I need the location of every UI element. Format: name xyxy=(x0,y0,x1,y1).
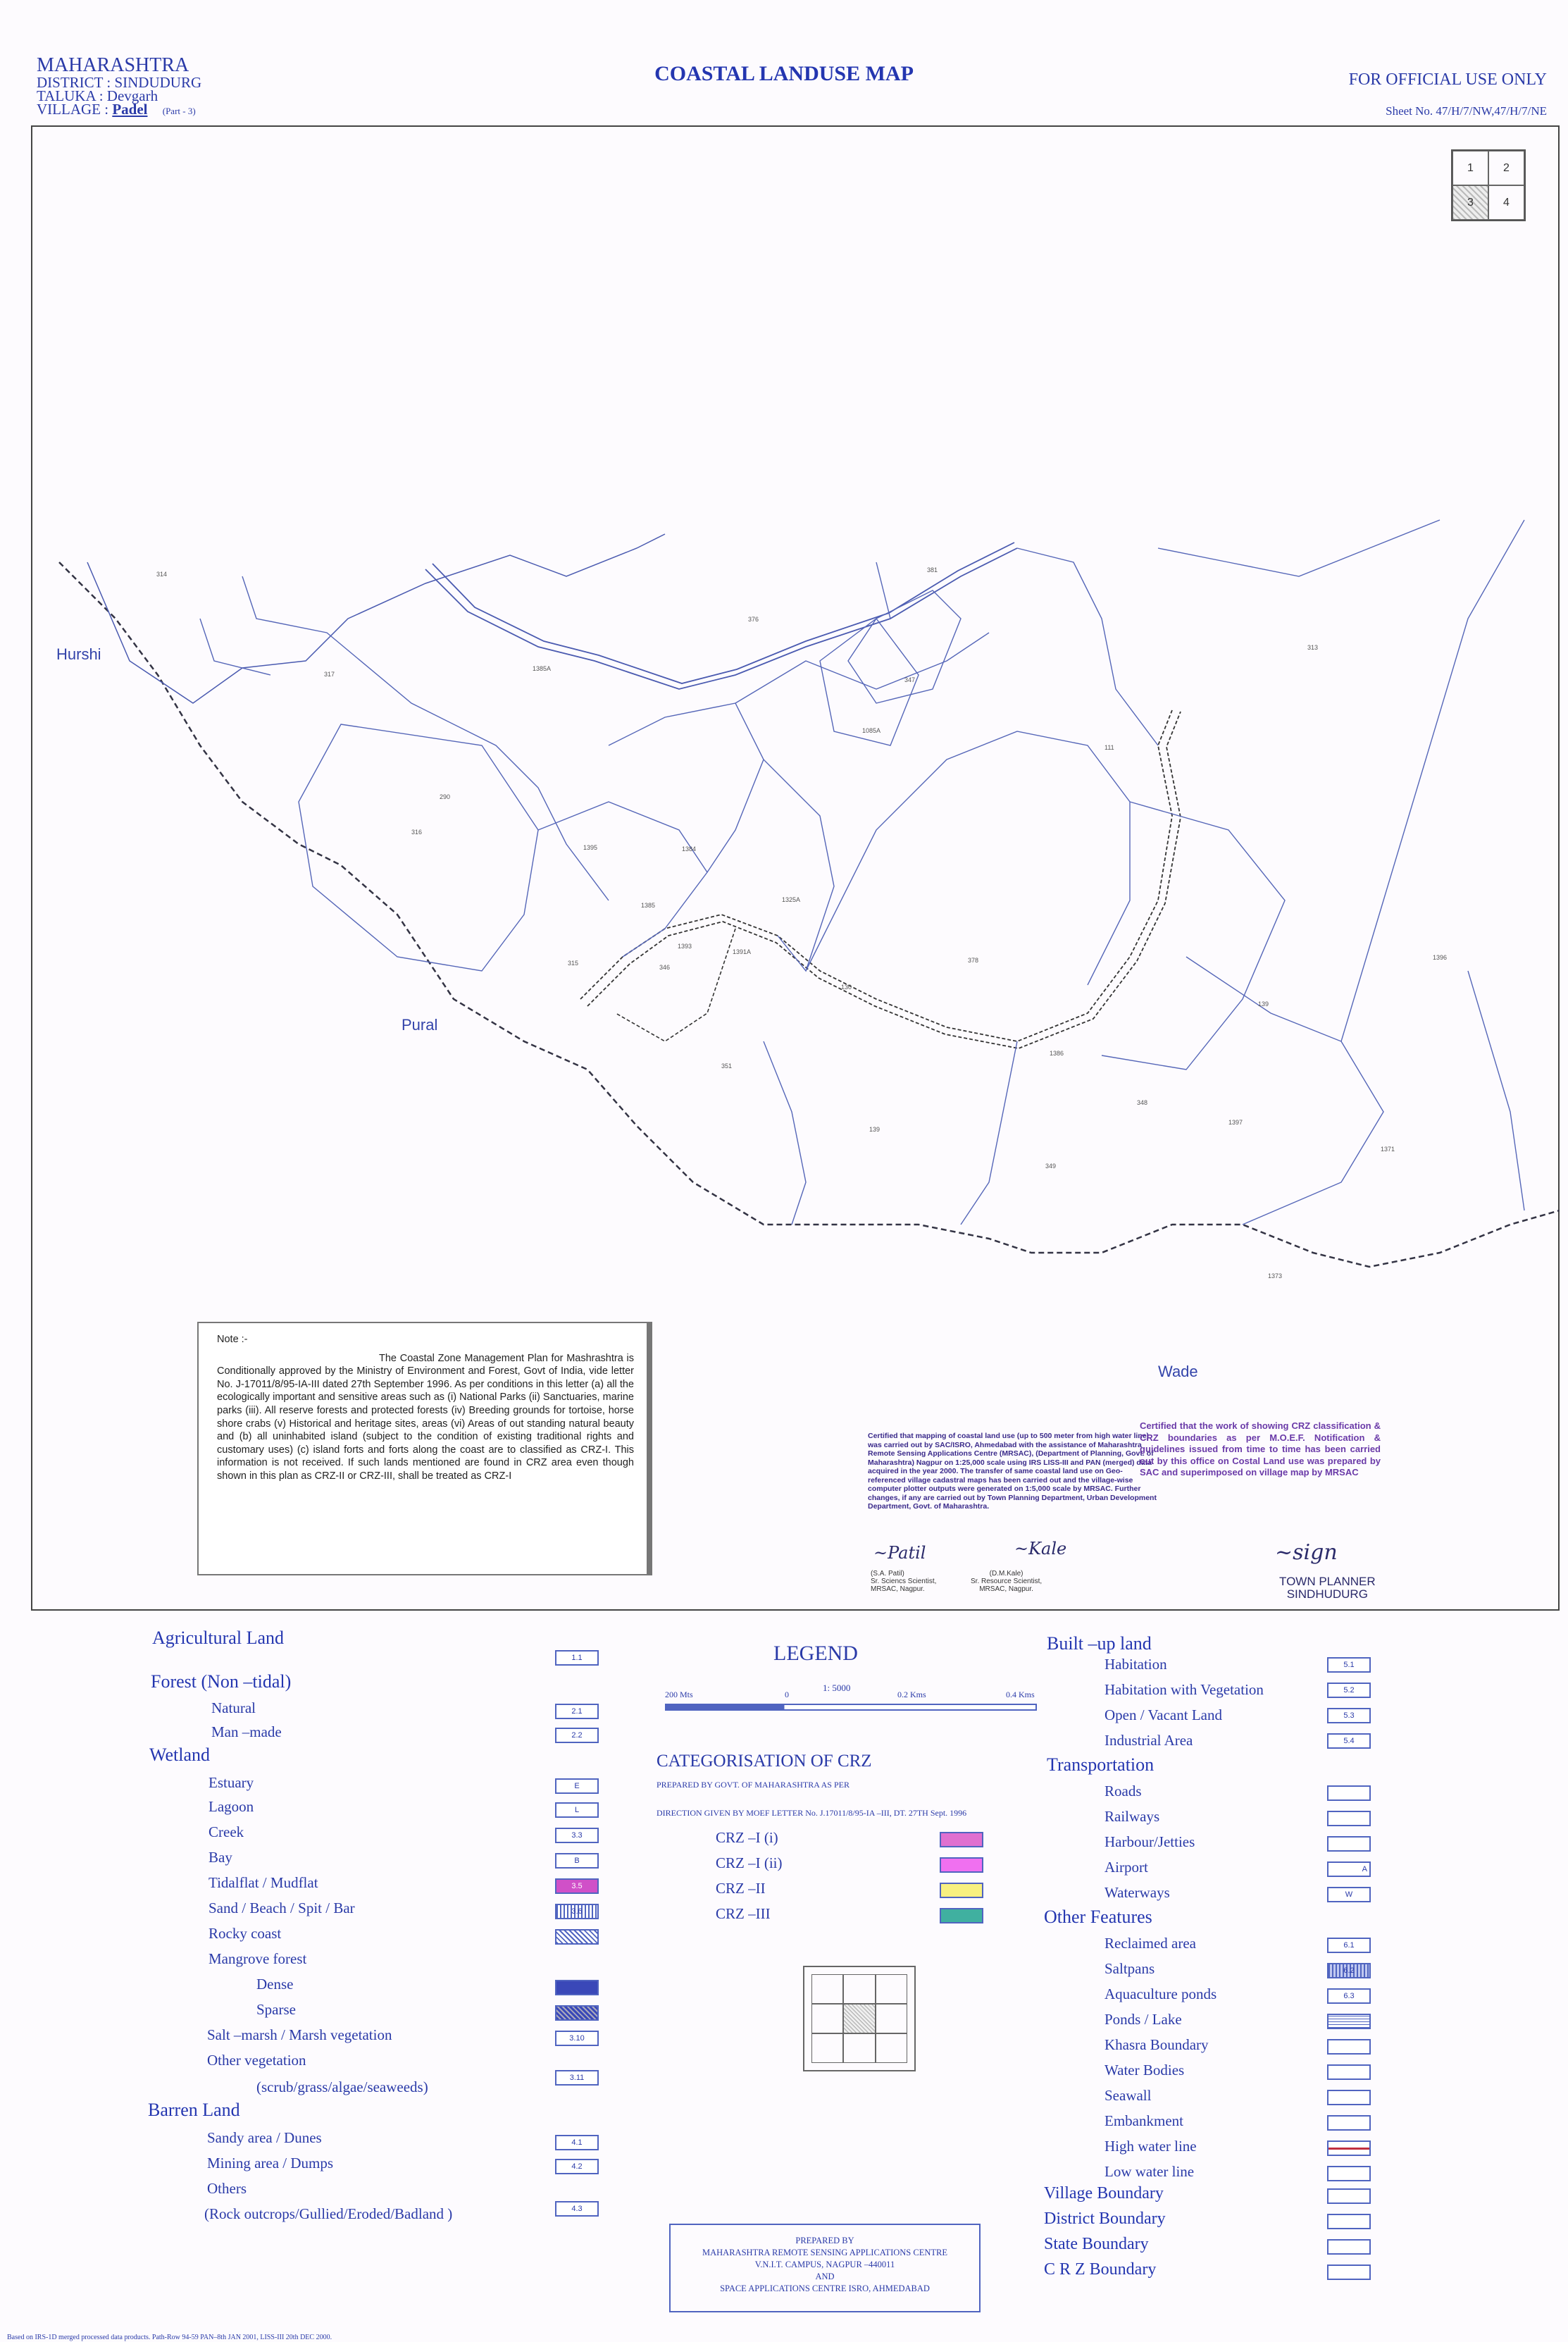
index-cell: 1 xyxy=(1452,151,1488,185)
parcel-number: 1393 xyxy=(678,943,692,950)
parcel-number: 317 xyxy=(324,671,335,678)
crz-i-ii-swatch xyxy=(940,1857,983,1873)
legend-symbol-harbour xyxy=(1327,1836,1371,1852)
mapping-certificate xyxy=(868,1432,1158,1511)
prepared-line: SPACE APPLICATIONS CENTRE ISRO, AHMEDABAD xyxy=(720,2284,930,2293)
legend-estuary: Estuary xyxy=(209,1774,254,1791)
crz-line1: PREPARED BY GOVT. OF MAHARASHTRA AS PER xyxy=(657,1780,850,1790)
legend-wetland: Wetland xyxy=(149,1745,210,1765)
legend-creek: Creek xyxy=(209,1823,244,1840)
data-source-footer: Based on IRS-1D merged processed data products. Path-Row 94-59 PAN–8th JAN 2001, LISS-III 20th DEC 2000. xyxy=(7,2334,332,2341)
legend-habitation: Habitation xyxy=(1105,1656,1167,1673)
legend-mangrove-dense: Dense xyxy=(256,1976,294,1993)
legend-other-features: Other Features xyxy=(1044,1907,1152,1927)
legend-symbol-crz-boundary xyxy=(1327,2264,1371,2280)
legend-habitation-veg: Habitation with Vegetation xyxy=(1105,1681,1264,1698)
legend-title: LEGEND xyxy=(773,1642,858,1665)
crz-certificate xyxy=(1140,1420,1381,1479)
signatory-role: Sr. Resource Scientist, xyxy=(971,1578,1043,1585)
parcel-number: 381 xyxy=(927,566,938,574)
state-name: MAHARASHTRA xyxy=(37,54,189,76)
parcel-number: 1391A xyxy=(733,948,752,955)
legend-builtup: Built –up land xyxy=(1047,1633,1152,1654)
legend-symbol-5-3: 5.3 xyxy=(1327,1708,1371,1723)
legend-harbour: Harbour/Jetties xyxy=(1105,1833,1195,1850)
place-label-hurshi: Hurshi xyxy=(56,645,101,663)
parcel-number: 1085A xyxy=(862,727,881,734)
parcel-numbers xyxy=(156,566,1447,1280)
legend-others: Others xyxy=(207,2180,247,2197)
index-cell-current: 3 xyxy=(1452,185,1488,220)
legend-mining: Mining area / Dumps xyxy=(207,2155,334,2171)
parcel-number: 348 xyxy=(1137,1099,1148,1106)
legend-symbol-6-1: 6.1 xyxy=(1327,1938,1371,1953)
crz-ii-label: CRZ –II xyxy=(716,1880,766,1897)
legend-symbol-state-boundary xyxy=(1327,2239,1371,2255)
legend-airport: Airport xyxy=(1105,1859,1148,1876)
signatory-2 xyxy=(971,1570,1042,1593)
legend-symbol-district-boundary xyxy=(1327,2214,1371,2229)
parcel-number: 349 xyxy=(1045,1163,1057,1170)
legend-symbol-khasra xyxy=(1327,2039,1371,2055)
signatory-place: MRSAC, Nagpur. xyxy=(871,1585,925,1593)
crz-i-ii-label: CRZ –I (ii) xyxy=(716,1854,783,1871)
certificate-text: Certified that mapping of coastal land use (up to 500 meter from high water line) was carried out by SAC/ISRO, Ahmedabad with the assistance of Maharashtra Remote Sensing Applications Centre (MRSAC), (Department of Planning, Govt. of Maharashtra) Nagpur on 1:25,000 scale using IRS LISS-III and PAN (merged) data acquired in the year 2000. The transfer of same coastal land use on Geo-referenced village cadastral maps has been carried out and the village-wise computer plotter outputs were generated on 1:5,000 scale by MRSAC. Further changes, if any are carried out by Town Planning Department, Urban Development Department, Govt. of Maharashtra. xyxy=(868,1432,1157,1511)
legend-open-land: Open / Vacant Land xyxy=(1105,1706,1222,1723)
legend-state-boundary: State Boundary xyxy=(1044,2235,1149,2253)
note-text: The Coastal Zone Management Plan for Mashrashtra is Conditionally approved by the Ministry of Environment and Forest, Govt of India, vide letter No. J-17011/8/95-IA-III dated 27th September 1996. As per conditions in this letter (a) all the ecologically important and sensitive areas such as (i) National Parks (ii) Sanctuaries, marine parks (iii). All reserve forests and protected forests (iv) Breeding grounds for tortoise, horse shore crabs (v) Historical and heritage sites, areas (vi) Areas of out standing natural beauty and (b) all uninhabited island (subject to the condition of existing traditional rights and customary uses) (c) island forts and forts along the coast are to classified as CRZ-I. This information is not received. If such lands mentioned are found in CRZ area even though shown in this plan as CRZ-II or CRZ-III, shall be treated as CRZ-I xyxy=(217,1352,634,1482)
scale-mid: 0.2 Kms xyxy=(897,1690,926,1699)
parcel-number: 139 xyxy=(1258,1000,1269,1008)
grid-cell xyxy=(811,2033,843,2063)
grid-cell xyxy=(811,2004,843,2033)
parcel-number: 111 xyxy=(1105,744,1114,751)
parcel-number: 1385A xyxy=(533,665,552,672)
legend-agricultural: Agricultural Land xyxy=(152,1628,284,1648)
grid-cell xyxy=(876,1974,907,2004)
legend-symbol-4-3: 4.3 xyxy=(555,2201,599,2217)
signatory-1 xyxy=(871,1570,936,1593)
legend-railways: Railways xyxy=(1105,1808,1160,1825)
legend-embankment: Embankment xyxy=(1105,2112,1183,2129)
legend-symbol-2-1: 2.1 xyxy=(555,1704,599,1719)
legend-symbol-dense xyxy=(555,1980,599,1995)
legend-symbol-5-2: 5.2 xyxy=(1327,1683,1371,1698)
legend-symbol-creek: 3.3 xyxy=(555,1828,599,1843)
legend-symbol-1-1: 1.1 xyxy=(555,1650,599,1666)
legend-crz-boundary: C R Z Boundary xyxy=(1044,2260,1157,2279)
town-planner-stamp xyxy=(1279,1575,1376,1601)
official-use-label: FOR OFFICIAL USE ONLY xyxy=(1348,70,1547,89)
scale-left: 200 Mts xyxy=(665,1690,693,1699)
legend-tidalflat: Tidalflat / Mudflat xyxy=(209,1874,318,1891)
parcel-number: 1396 xyxy=(1433,954,1448,961)
parcel-number: 1373 xyxy=(1268,1272,1283,1280)
legend-waterways: Waterways xyxy=(1105,1884,1170,1901)
legend-roads: Roads xyxy=(1105,1783,1142,1799)
parcel-number: 1395 xyxy=(583,844,598,851)
legend-forest: Forest (Non –tidal) xyxy=(151,1671,292,1692)
signatory-name: (D.M.Kale) xyxy=(989,1570,1023,1578)
legend-symbol-scrub: 3.11 xyxy=(555,2070,599,2086)
legend-symbol-roads xyxy=(1327,1785,1371,1801)
legend-symbol-tidalflat: 3.5 xyxy=(555,1878,599,1894)
parcel-number: 347 xyxy=(904,676,916,683)
parcel-number: 346 xyxy=(659,964,671,971)
legend-symbol-seawall xyxy=(1327,2090,1371,2105)
legend-rock-outcrops: (Rock outcrops/Gullied/Eroded/Badland ) xyxy=(204,2205,453,2222)
grid-cell xyxy=(811,1974,843,2004)
parcel-number: 316 xyxy=(411,829,423,836)
legend-symbol-village-boundary xyxy=(1327,2188,1371,2204)
legend-sandy-dunes: Sandy area / Dunes xyxy=(207,2129,322,2146)
signatory-role: Sr. Sciencs Scientist, xyxy=(871,1578,937,1585)
parcel-number: 351 xyxy=(721,1062,733,1070)
sheet-number: Sheet No. 47/H/7/NW,47/H/7/NE xyxy=(1386,104,1547,118)
legend-symbol-airport: A xyxy=(1327,1861,1371,1877)
legend-village-boundary: Village Boundary xyxy=(1044,2184,1164,2202)
legend-symbol-bay: B xyxy=(555,1853,599,1869)
legend-man-made: Man –made xyxy=(211,1723,282,1740)
adjacent-sheet-grid xyxy=(803,1966,916,2071)
village-part: (Part - 3) xyxy=(162,106,196,116)
grid-cell xyxy=(876,2004,907,2033)
crz-i-i-label: CRZ –I (i) xyxy=(716,1829,778,1846)
legend-water-bodies: Water Bodies xyxy=(1105,2062,1185,2078)
legend-aquaculture: Aquaculture ponds xyxy=(1105,1985,1217,2002)
scale-right: 0.4 Kms xyxy=(1006,1690,1035,1699)
crz-line2: DIRECTION GIVEN BY MOEF LETTER No. J.17011/8/95-IA –III, DT. 27TH Sept. 1996 xyxy=(657,1808,967,1818)
legend-mangrove-sparse: Sparse xyxy=(256,2001,296,2018)
legend-district-boundary: District Boundary xyxy=(1044,2210,1166,2228)
parcel-number: 1371 xyxy=(1381,1146,1395,1153)
prepared-line: PREPARED BY xyxy=(795,2236,854,2245)
legend-symbol-5-1: 5.1 xyxy=(1327,1657,1371,1673)
legend-symbol-5-4: 5.4 xyxy=(1327,1733,1371,1749)
legend-khasra: Khasra Boundary xyxy=(1105,2036,1209,2053)
legend-barren: Barren Land xyxy=(148,2100,240,2120)
parcel-number: 378 xyxy=(968,957,979,964)
legend-low-water-line: Low water line xyxy=(1105,2163,1195,2180)
signatory-place: MRSAC, Nagpur. xyxy=(979,1585,1033,1593)
legend-symbol-estuary: E xyxy=(555,1778,599,1794)
parcel-number: 290 xyxy=(440,793,451,800)
legend-other-vegetation: Other vegetation xyxy=(207,2052,306,2069)
scale-zero: 0 xyxy=(785,1690,789,1699)
prepared-line: V.N.I.T. CAMPUS, NAGPUR –440011 xyxy=(754,2260,895,2269)
legend-rocky-coast: Rocky coast xyxy=(209,1925,282,1942)
legend-symbol-hwl xyxy=(1327,2140,1371,2156)
legend-high-water-line: High water line xyxy=(1105,2138,1197,2155)
index-cell: 4 xyxy=(1488,185,1524,220)
legend-symbol-lwl xyxy=(1327,2166,1371,2181)
legend-symbol-water-bodies xyxy=(1327,2064,1371,2080)
village-name: Padel xyxy=(112,101,148,118)
village-boundary-north xyxy=(87,534,665,703)
legend-reclaimed: Reclaimed area xyxy=(1105,1935,1196,1952)
parcel-number: 1384 xyxy=(682,845,697,853)
signatory-name: (S.A. Patil) xyxy=(871,1570,904,1578)
legend-symbol-lagoon: L xyxy=(555,1802,599,1818)
legend-symbol-2-2: 2.2 xyxy=(555,1728,599,1743)
crz-iii-label: CRZ –III xyxy=(716,1905,771,1922)
village-boundary xyxy=(59,562,1560,1267)
legend-symbol-6-3: 6.3 xyxy=(1327,1988,1371,2004)
grid-cell-current xyxy=(843,2004,875,2033)
legend-salt-marsh: Salt –marsh / Marsh vegetation xyxy=(207,2026,392,2043)
scale-ratio: 1: 5000 xyxy=(823,1683,851,1693)
legend-scrub: (scrub/grass/algae/seaweeds) xyxy=(256,2078,428,2095)
legend-transportation: Transportation xyxy=(1047,1754,1155,1775)
parcel-number: 1386 xyxy=(1050,1050,1064,1057)
prepared-by-box xyxy=(669,2224,981,2312)
town-planner-district: SINDHUDURG xyxy=(1286,1587,1368,1601)
index-cell: 2 xyxy=(1488,151,1524,185)
crz-iii-swatch xyxy=(940,1908,983,1923)
legend-lagoon: Lagoon xyxy=(209,1798,254,1815)
legend-industrial: Industrial Area xyxy=(1105,1732,1193,1749)
legend-symbol-salt-marsh: 3.10 xyxy=(555,2031,599,2046)
legend-symbol-4-2: 4.2 xyxy=(555,2159,599,2174)
parcel-number: 315 xyxy=(568,960,579,967)
parcel-number: 376 xyxy=(748,616,759,623)
legend-bay: Bay xyxy=(209,1849,232,1866)
town-planner-signature: ~sign xyxy=(1275,1540,1338,1565)
parcel-number: 1385 xyxy=(641,902,656,909)
legend-symbol-sand: 3.6 xyxy=(555,1904,599,1919)
village-prefix: VILLAGE : xyxy=(37,101,109,118)
legend-symbol-waterways: W xyxy=(1327,1887,1371,1902)
legend-seawall: Seawall xyxy=(1105,2087,1152,2104)
parcel-number: 313 xyxy=(1307,644,1319,651)
legend-symbol-ponds xyxy=(1327,2014,1371,2029)
creek-channel xyxy=(580,710,1172,1041)
parcel-number: 314 xyxy=(156,571,168,578)
legend-ponds: Ponds / Lake xyxy=(1105,2011,1182,2028)
crz-i-i-swatch xyxy=(940,1832,983,1847)
legend-symbol-6-2: 6.2 xyxy=(1327,1963,1371,1978)
parcel-number: 1325A xyxy=(782,896,801,903)
signature-2: ~Kale xyxy=(1014,1539,1067,1559)
legend-natural: Natural xyxy=(211,1699,256,1716)
legend-symbol-rocky xyxy=(555,1929,599,1945)
parcel-number: 139 xyxy=(869,1126,881,1133)
grid-cell xyxy=(843,2033,875,2063)
note-heading: Note :- xyxy=(217,1334,248,1345)
legend-saltpans: Saltpans xyxy=(1105,1960,1155,1977)
legend-sand-beach: Sand / Beach / Spit / Bar xyxy=(209,1900,355,1916)
village-line xyxy=(37,103,201,118)
crz-note xyxy=(197,1322,652,1575)
place-label-pural: Pural xyxy=(402,1016,438,1034)
parcel-number: 1397 xyxy=(1228,1119,1243,1126)
crz-ii-swatch xyxy=(940,1883,983,1898)
prepared-line: AND xyxy=(815,2272,835,2281)
scale-bar xyxy=(665,1704,1037,1711)
certificate-text: Certified that the work of showing CRZ classification & CRZ boundaries as per M.O.E.F. Notification & guidelines issued from time to time has been carried out by this office on Costal Land use was prepared by SAC and superimposed on village map by MRSAC xyxy=(1140,1420,1381,1477)
signature-1: ~Patil xyxy=(873,1543,926,1563)
map-title: COASTAL LANDUSE MAP xyxy=(654,62,914,85)
prepared-line: MAHARASHTRA REMOTE SENSING APPLICATIONS CENTRE xyxy=(702,2248,947,2257)
crz-title: CATEGORISATION OF CRZ xyxy=(657,1752,872,1771)
grid-cell xyxy=(843,1974,875,2004)
taluka-name: TALUKA : Devgarh xyxy=(37,87,158,104)
legend-mangrove: Mangrove forest xyxy=(209,1950,307,1967)
town-planner-title: TOWN PLANNER xyxy=(1279,1575,1376,1588)
legend-symbol-4-1: 4.1 xyxy=(555,2135,599,2150)
legend-symbol-sparse xyxy=(555,2005,599,2021)
grid-cell xyxy=(876,2033,907,2063)
place-label-wade: Wade xyxy=(1158,1363,1198,1380)
khasra-boundaries xyxy=(200,520,1524,1225)
legend-symbol-embankment xyxy=(1327,2115,1371,2131)
legend-symbol-railways xyxy=(1327,1811,1371,1826)
parcel-number: 130 xyxy=(841,984,852,991)
district-name: DISTRICT : SINDUDURG xyxy=(37,74,202,91)
